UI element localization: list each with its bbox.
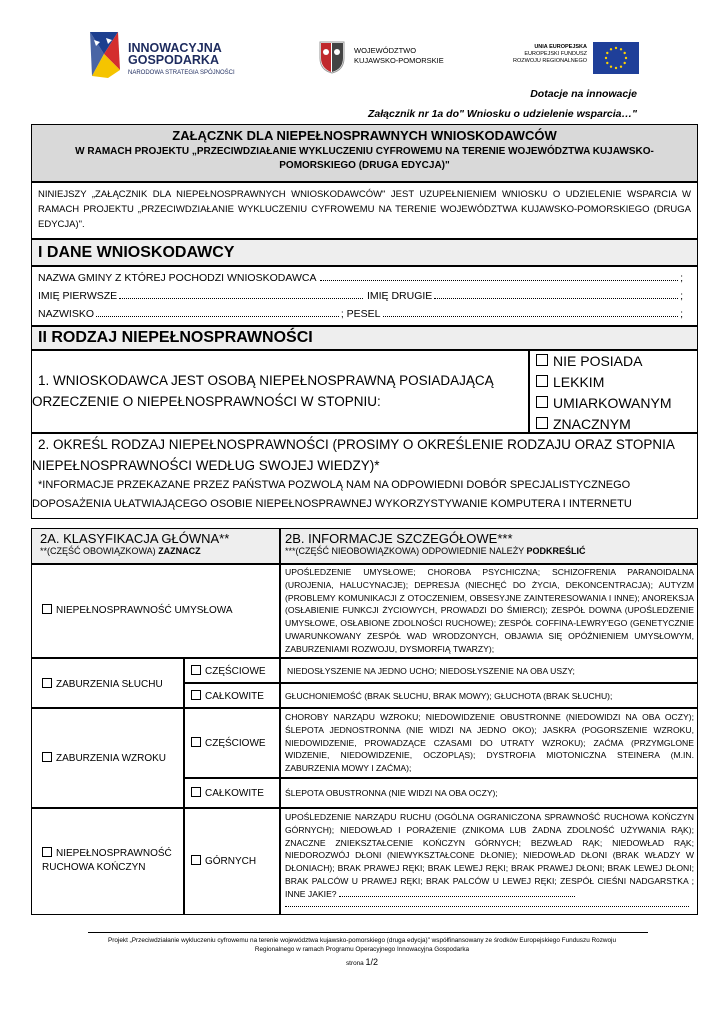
opt-znacznym[interactable]: ZNACZNYM: [536, 414, 697, 435]
opt-nie-posiada[interactable]: NIE POSIADA: [536, 351, 697, 372]
row-sluch-label[interactable]: ZABURZENIA SŁUCHU: [31, 658, 184, 708]
pesel-label: PESEL: [346, 308, 381, 320]
gmina-row[interactable]: NAZWA GMINY Z KTÓREJ POCHODZI WNIOSKODAWCA ;: [38, 272, 683, 284]
ig-sub: NARODOWA STRATEGIA SPÓJNOŚCI: [128, 70, 235, 76]
ig-title: INNOWACYJNA GOSPODARKA: [128, 41, 222, 67]
footer-rule: [88, 932, 648, 933]
col-a-note: **(CZĘŚĆ OBOWIĄZKOWA): [40, 546, 156, 556]
checkbox-icon[interactable]: [42, 752, 52, 762]
opt-lekkim[interactable]: LEKKIM: [536, 372, 697, 393]
imie2-label: IMIĘ DRUGIE: [366, 290, 433, 302]
q2-box: [31, 433, 698, 519]
row-wzrok-label[interactable]: ZABURZENIA WZROKU: [31, 708, 184, 808]
zalacznik-label: Załącznik nr 1a do" Wniosku o udzielenie wsparcia…": [367, 108, 637, 120]
wzrok-czesciowe[interactable]: CZĘŚCIOWE: [184, 708, 280, 778]
ruchowa-extra-line[interactable]: [285, 906, 689, 907]
nazwisko-input[interactable]: [96, 308, 339, 317]
intro-box: [31, 182, 698, 239]
checkbox-icon[interactable]: [536, 354, 548, 366]
ue-title: UNIA EUROPEJSKA EUROPEJSKI FUNDUSZ ROZWOJU REGIONALNEGO: [513, 44, 587, 64]
gmina-label: NAZWA GMINY Z KTÓREJ POCHODZI WNIOSKODAWCA: [38, 272, 317, 284]
dotacje-label: Dotacje na innowacje: [530, 88, 637, 100]
ruchowa-desc: [280, 808, 698, 915]
ruchowa-desc-text: UPOŚLEDZENIE NARZĄDU RUCHU (OGÓLNA OGRANICZONA SPRAWNOŚĆ RUCHOWA KOŃCZYN GÓRNYCH); NIEDOWŁAD I PORAŻENIE (ZNIKOMA LUB ŻADNA ZDOLNOŚĆ UŻYWANIA RĄK); ZNACZNE ZNIEKSZTAŁCENIE KOŃCZYN GÓRNYCH; BEZWŁAD RĄK; NIEDOWŁAD RĄK; NIEDOROZWÓJ DŁONI (NIEWYKSZTAŁCONE DŁONIE); NIEDOWŁAD DŁONI (BRAK WŁADZY W DŁONIACH); BRAK PRAWEJ RĘKI; BRAK LEWEJ RĘKI; BRAK PRAWEJ DŁONI; BRAK LEWEJ DŁONI; BRAK PALCÓW U PRAWEJ RĘKI; BRAK PALCÓW U LEWEJ RĘKI; ZESPÓŁ CIEŚNI NADGARSTKA ; INNE JAKIE?: [285, 812, 694, 899]
woj-title: WOJEWÓDZTWO KUJAWSKO-POMORSKIE: [354, 46, 444, 65]
checkbox-icon[interactable]: [42, 847, 52, 857]
q1-box: [31, 350, 529, 433]
woj-crest-icon: [318, 40, 346, 74]
checkbox-icon[interactable]: [42, 604, 52, 614]
sluch-calkowite-desc: GŁUCHONIEMOŚĆ (BRAK SŁUCHU, BRAK MOWY); GŁUCHOTA (BRAK SŁUCHU);: [280, 683, 698, 708]
footer-line1: Projekt „Przeciwdziałanie wykluczeniu cyfrowemu na terenie województwa kujawsko-pomorskiego (druga edycja)" współfinansowany ze środków Europejskiego Funduszu Rozwoju: [107, 937, 617, 944]
checkbox-icon[interactable]: [191, 787, 201, 797]
ig-logo: [88, 30, 248, 82]
opt-umiarkowanym[interactable]: UMIARKOWANYM: [536, 393, 697, 414]
gmina-input[interactable]: [320, 272, 678, 281]
q2-note: *INFORMACJE PRZEKAZANE PRZEZ PAŃSTWA POZWOLĄ NAM NA ODPOWIEDNI DOBÓR SPECJALISTYCZNEGO DOPOSAŻENIA UŁATWIAJĄCEGO OSOBIE NIEPEŁNOSPRAWNEJ WYKORZYSTYWANIE KOMPUTERA I INTERNETU: [32, 479, 632, 510]
col-a-header: [31, 528, 280, 564]
col-b-bold: PODKREŚLIĆ: [526, 546, 586, 556]
eu-flag-icon: [593, 42, 639, 74]
row-umyslowa-desc: UPOŚLEDZENIE UMYSŁOWE; CHOROBA PSYCHICZNA; SCHIZOFRENIA PARANOIDALNA (UROJENIA, HALUCYNACJE); DEPRESJA (NIECHĘĆ DO ŻYCIA, DEKONCENTRACJA); AUTYZM (PROBLEMY KOMUNIKACJI Z OTOCZENIEM, OBSESYJNE ZAINTERESOWANIA I INNE); ANOREKSJA (OSŁABIENIE FUNKCJI ŻYCIOWYCH, PROWADZI DO ŚMIERCI); ZESPÓŁ DOWNA (UPOŚLEDZENIE UMYSŁOWE, OSŁABIONE ZDOLNOŚCI RUCHOWE); ZESPÓŁ COFFINA-LEWRY'EGO (GENETYCZNIE UWARUNKOWANY ZESPÓŁ WAD WRODZONYCH, OBJAWIA SIĘ OPÓŹNIENIEM UMYSŁOWYM, ZABURZENIAMI ROZWOJU, DYSMORFIĄ TWARZY);: [280, 564, 698, 658]
nazwisko-label: NAZWISKO: [38, 308, 95, 320]
sluch-calkowite[interactable]: CAŁKOWITE: [184, 683, 280, 708]
sluch-czesciowe-desc: NIEDOSŁYSZENIE NA JEDNO UCHO; NIEDOSŁYSZENIE NA OBA USZY;: [280, 658, 698, 683]
col-b-title: 2B. INFORMACJE SZCZEGÓŁOWE***: [285, 531, 513, 546]
title-main: ZAŁĄCZNK DLA NIEPEŁNOSPRAWNYCH WNIOSKODAWCÓW: [172, 128, 557, 143]
section2-title-box: [31, 326, 698, 350]
section1-title-box: [31, 239, 698, 266]
ue-logo: [505, 42, 640, 76]
checkbox-icon[interactable]: [536, 417, 548, 429]
col-a-title: 2A. KLASYFIKACJA GŁÓWNA**: [40, 531, 230, 546]
woj-logo: [318, 40, 468, 76]
checkbox-icon[interactable]: [536, 396, 548, 408]
title-sub: W RAMACH PROJEKTU „PRZECIWDZIAŁANIE WYKLUCZENIU CYFROWEMU NA TERENIE WOJEWÓDZTWA KUJAWSKO-POMORSKIEGO (DRUGA EDYCJA)": [75, 146, 654, 171]
checkbox-icon[interactable]: [191, 855, 201, 865]
wzrok-calkowite-desc: ŚLEPOTA OBUSTRONNA (NIE WIDZI NA OBA OCZY);: [280, 778, 698, 808]
checkbox-icon[interactable]: [191, 690, 201, 700]
wzrok-calkowite[interactable]: CAŁKOWITE: [184, 778, 280, 808]
section1-title: I DANE WNIOSKODAWCY: [38, 244, 235, 261]
section1-fields: [31, 266, 698, 326]
section2-title: II RODZAJ NIEPEŁNOSPRAWNOŚCI: [38, 329, 313, 346]
title-box: [31, 124, 698, 182]
footer-line2: Regionalnego w ramach Programu Operacyjnego Innowacyjna Gospodarka: [254, 946, 470, 953]
footer-page: 1/2: [365, 957, 379, 967]
checkbox-icon[interactable]: [191, 665, 201, 675]
ruchowa-inne-input[interactable]: [339, 888, 575, 897]
wzrok-czesciowe-desc: CHOROBY NARZĄDU WZROKU; NIEDOWIDZENIE OBUSTRONNE (NIEDOWIDZI NA OBA OCZY); ŚLEPOTA JEDNOSTRONNA (NIE WIDZI NA JEDNO OKO); JASKRA (POGORSZENIE WZROKU, NIEDOWIDZENIE, PROWADZĄCE CZASAMI DO UTRATY WZROKU); ZAĆMA (PRZYMGLONE WIDZENIE, NIEDOWIDZENIE, OCZOPLĄS); DYSTROFIA MIOTONICZNA STEINERA (M.IN. ZABURZENIA MOWY I ZAĆMA);: [280, 708, 698, 778]
ruchowa-gornych[interactable]: GÓRNYCH: [184, 808, 280, 915]
footer-page-label: strona: [345, 960, 364, 967]
sluch-czesciowe[interactable]: CZĘŚCIOWE: [184, 658, 280, 683]
imie2-input[interactable]: [434, 290, 678, 299]
checkbox-icon[interactable]: [536, 375, 548, 387]
imie1-input[interactable]: [119, 290, 363, 299]
col-b-note: ***(CZĘŚĆ NIEOBOWIĄZKOWA) ODPOWIEDNIE NALEŻY: [285, 546, 525, 556]
checkbox-icon[interactable]: [42, 678, 52, 688]
col-a-bold: ZAZNACZ: [158, 546, 201, 556]
col-b-header: [280, 528, 698, 564]
pesel-input[interactable]: [383, 308, 679, 317]
row-umyslowa-label[interactable]: NIEPEŁNOSPRAWNOŚĆ UMYSŁOWA: [31, 564, 280, 658]
q1-text: 1. WNIOSKODAWCA JEST OSOBĄ NIEPEŁNOSPRAWNĄ POSIADAJĄCĄ ORZECZENIE O NIEPEŁNOSPRAWNOŚCI W STOPNIU:: [32, 373, 494, 409]
imie-row: IMIĘ PIERWSZE IMIĘ DRUGIE ;: [38, 290, 684, 302]
q2-text: 2. OKREŚL RODZAJ NIEPEŁNOSPRAWNOŚCI (PROSIMY O OKREŚLENIE RODZAJU ORAZ STOPNIA NIEPEŁNOSPRAWNOŚCI WEDŁUG SWOJEJ WIEDZY)*: [32, 437, 675, 473]
intro-text: NINIEJSZY „ZAŁĄCZNIK DLA NIEPEŁNOSPRAWNYCH WNIOSKODAWCÓW" JEST UZUPEŁNIENIEM WNIOSKU O UDZIELENIE WSPARCIA W RAMACH PROJEKTU „PRZECIWDZIAŁANIE WYKLUCZENIU CYFROWEMU NA TERENIE WOJEWÓDZTWA KUJAWSKO-POMORSKIEGO (DRUGA EDYCJA)".: [38, 189, 691, 230]
q1-options: [529, 350, 698, 433]
footer: [60, 936, 664, 968]
nazwisko-row: NAZWISKO ; PESEL ;: [38, 308, 683, 320]
checkbox-icon[interactable]: [191, 737, 201, 747]
imie1-label: IMIĘ PIERWSZE: [38, 290, 118, 302]
ig-logo-icon: [88, 30, 122, 80]
row-ruchowa-label[interactable]: NIEPEŁNOSPRAWNOŚĆ RUCHOWA KOŃCZYN: [31, 808, 184, 915]
